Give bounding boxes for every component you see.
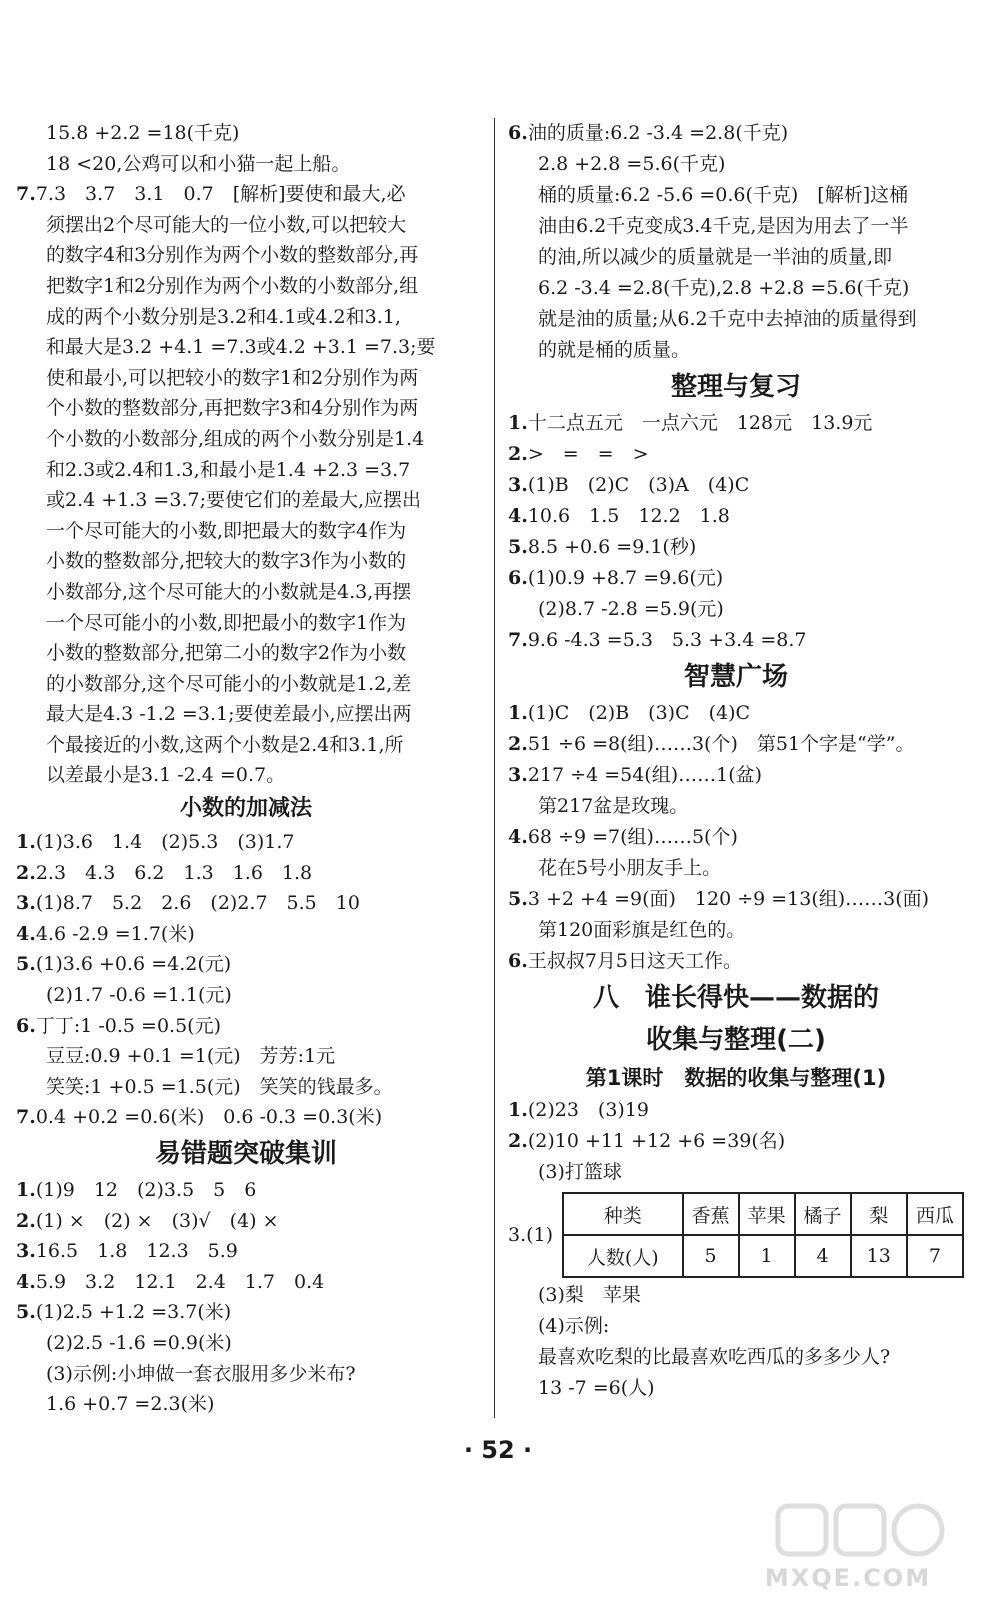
answer-text: (1)B (2)C (3)A (4)C bbox=[527, 474, 750, 496]
answer-line bbox=[16, 827, 476, 858]
answer-text: 王叔叔7月5日这天工作。 bbox=[527, 950, 743, 972]
question-number: 6. bbox=[508, 122, 528, 144]
answer-text: (3)示例:小坤做一套衣服用多少米布? bbox=[46, 1362, 356, 1385]
watermark-logo bbox=[718, 1500, 978, 1596]
answer-text: 6.2 -3.4 =2.8(千克),2.8 +2.8 =5.6(千克) bbox=[538, 277, 910, 299]
question-number: 3. bbox=[508, 764, 528, 786]
question-number: 6. bbox=[16, 1014, 36, 1037]
answer-line: 成的两个小数分别是3.2和4.1或4.2和3.1, bbox=[46, 305, 401, 328]
answer-line bbox=[508, 1095, 964, 1126]
answer-text: 0.4 +0.2 =0.6(米) 0.6 -0.3 =0.3(米) bbox=[35, 1106, 383, 1129]
question-number: 2. bbox=[508, 1130, 528, 1152]
answer-line bbox=[508, 408, 964, 439]
answer-line: 15.8 +2.2 =18(千克) bbox=[46, 122, 240, 144]
answer-line bbox=[16, 1236, 476, 1267]
answer-text: 8.5 +0.6 =9.1(秒) bbox=[527, 536, 697, 558]
answer-text: 51 ÷6 =8(组)……3(个) 第51个字是“学”。 bbox=[527, 733, 915, 755]
question-number: 3. bbox=[508, 474, 528, 496]
answer-text: 68 ÷9 =7(组)……5(个) bbox=[527, 826, 738, 848]
table-cell: 橘子 bbox=[795, 1193, 851, 1235]
answer-text: (1)3.6 +0.6 =4.2(元) bbox=[35, 953, 232, 976]
question-number: 1. bbox=[508, 412, 528, 434]
table-cell: 4 bbox=[795, 1235, 851, 1277]
answer-line: 和2.3或2.4和1.3,和最小是1.4 +2.3 =3.7 bbox=[46, 458, 411, 481]
answer-line: 最大是4.3 -1.2 =3.1;要使差最小,应摆出两 bbox=[46, 703, 412, 726]
question-number: 1. bbox=[508, 702, 528, 724]
section-title-decimal-add-sub: 小数的加减法 bbox=[179, 796, 312, 822]
answer-text: > = = > bbox=[527, 443, 649, 465]
answer-line: 使和最小,可以把较小的数字1和2分别作为两 bbox=[46, 366, 419, 389]
answer-text: 4.6 -2.9 =1.7(米) bbox=[35, 922, 195, 945]
answer-text: (1) × (2) × (3)√ (4) × bbox=[35, 1209, 279, 1232]
question-number: 1. bbox=[16, 831, 36, 854]
question-number: 1. bbox=[16, 1179, 36, 1201]
answer-line bbox=[16, 858, 476, 889]
answer-line: 个小数的小数部分,组成的两个小数分别是1.4 bbox=[46, 427, 425, 450]
watermark-text: MXQE.COM bbox=[764, 1564, 932, 1592]
answer-line bbox=[508, 884, 964, 915]
answer-line bbox=[508, 118, 964, 149]
answer-text: 13 -7 =6(人) bbox=[538, 1377, 655, 1399]
question-number: 2. bbox=[16, 861, 36, 884]
answer-line bbox=[508, 211, 964, 242]
table-cell: 1 bbox=[739, 1235, 795, 1277]
answer-line bbox=[508, 760, 964, 791]
answer-text: (2)1.7 -0.6 =1.1(元) bbox=[46, 984, 232, 1007]
answer-line bbox=[508, 1280, 964, 1311]
answer-line bbox=[16, 1011, 476, 1042]
answer-line bbox=[508, 1126, 964, 1157]
answer-line: 须摆出2个尽可能大的一位小数,可以把较大 bbox=[46, 213, 407, 236]
question-number: 7. bbox=[16, 183, 36, 206]
question-number: 5. bbox=[508, 536, 528, 558]
question-number: 2. bbox=[508, 443, 528, 465]
section-title-error-drill: 易错题突破集训 bbox=[154, 1139, 337, 1169]
answer-line bbox=[508, 335, 964, 366]
answer-line: 的小数部分,这个尽可能小的小数就是1.2,差 bbox=[46, 672, 412, 695]
answer-text: (2)8.7 -2.8 =5.9(元) bbox=[538, 598, 724, 620]
answer-line bbox=[508, 439, 964, 470]
answer-line bbox=[16, 1267, 476, 1298]
left-column bbox=[16, 118, 476, 1420]
answer-line bbox=[508, 946, 964, 977]
question-number: 3. bbox=[16, 1240, 36, 1263]
answer-line: 的数字4和3分别作为两个小数的整数部分,再 bbox=[46, 244, 419, 267]
answer-line bbox=[16, 1206, 476, 1237]
answer-text: 3 +2 +4 =9(面) 120 ÷9 =13(组)……3(面) bbox=[527, 888, 930, 910]
question-number: 6. bbox=[508, 950, 528, 972]
table-cell: 5 bbox=[683, 1235, 739, 1277]
answer-line: 个小数的整数部分,再把数字3和4分别作为两 bbox=[46, 397, 419, 420]
table-cell: 西瓜 bbox=[907, 1193, 963, 1235]
question-3-table-row bbox=[508, 1192, 964, 1278]
question-number: 2. bbox=[508, 733, 528, 755]
answer-line bbox=[16, 1389, 476, 1420]
table-header-row bbox=[563, 1193, 963, 1235]
right-column bbox=[508, 118, 964, 1404]
question-number: 7. bbox=[508, 629, 528, 651]
answer-text: 1.6 +0.7 =2.3(米) bbox=[46, 1393, 215, 1416]
question-number: 4. bbox=[508, 826, 528, 848]
answer-line bbox=[16, 1041, 476, 1072]
question-3-label: 3.(1) bbox=[508, 1224, 554, 1246]
answer-line bbox=[16, 949, 476, 980]
answer-line bbox=[508, 625, 964, 656]
table-cell: 种类 bbox=[563, 1193, 683, 1235]
table-cell: 7 bbox=[907, 1235, 963, 1277]
question-number: 4. bbox=[16, 1270, 36, 1293]
table-row bbox=[563, 1235, 963, 1277]
section-title-review: 整理与复习 bbox=[670, 372, 801, 402]
answer-line bbox=[508, 242, 964, 273]
answer-text: (1)9 12 (2)3.5 5 6 bbox=[35, 1179, 257, 1201]
answer-text: 油由6.2千克变成3.4千克,是因为用去了一半 bbox=[538, 215, 909, 237]
answer-text: 217 ÷4 =54(组)……1(盆) bbox=[527, 764, 763, 786]
answer-text: 丁丁:1 -0.5 =0.5(元) bbox=[35, 1014, 222, 1037]
answer-line bbox=[508, 594, 964, 625]
answer-line: 把数字1和2分别作为两个小数的小数部分,组 bbox=[46, 274, 419, 297]
answer-line bbox=[508, 563, 964, 594]
answer-text: 笑笑:1 +0.5 =1.5(元) 笑笑的钱最多。 bbox=[46, 1075, 393, 1098]
question-number: 4. bbox=[16, 922, 36, 945]
answer-text: 2.8 +2.8 =5.6(千克) bbox=[538, 153, 726, 175]
answer-line: 18 <20,公鸡可以和小猫一起上船。 bbox=[46, 152, 351, 175]
answer-text: (2)10 +11 +12 +6 =39(名) bbox=[527, 1130, 786, 1152]
answer-line bbox=[16, 1072, 476, 1103]
answer-text: 花在5号小朋友手上。 bbox=[538, 857, 722, 879]
answer-line bbox=[16, 179, 476, 210]
answer-line: 小数的整数部分,把较大的数字3作为小数的 bbox=[46, 550, 407, 573]
answer-text: 油的质量:6.2 -3.4 =2.8(千克) bbox=[527, 122, 789, 144]
answer-text: (1)0.9 +8.7 =9.6(元) bbox=[527, 567, 724, 589]
answer-text: (1)C (2)B (3)C (4)C bbox=[527, 702, 751, 724]
answer-line bbox=[508, 273, 964, 304]
answer-line bbox=[16, 1175, 476, 1206]
section-title-wisdom-square: 智慧广场 bbox=[683, 662, 788, 692]
answer-line bbox=[508, 729, 964, 760]
answer-text: 5.9 3.2 12.1 2.4 1.7 0.4 bbox=[35, 1270, 325, 1293]
answer-line: 小数部分,这个尽可能大的小数就是4.3,再摆 bbox=[46, 580, 412, 603]
answer-text: 豆豆:0.9 +0.1 =1(元) 芳芳:1元 bbox=[46, 1045, 336, 1068]
lesson-title: 第1课时 数据的收集与整理(1) bbox=[585, 1066, 887, 1090]
answer-line bbox=[16, 919, 476, 950]
unit-title-line-2: 收集与整理(二) bbox=[646, 1025, 826, 1055]
answer-line: 以差最小是3.1 -2.4 =0.7。 bbox=[46, 764, 286, 787]
answer-text: 就是油的质量;从6.2千克中去掉油的质量得到 bbox=[538, 308, 917, 330]
question-number: 5. bbox=[16, 1301, 36, 1324]
answer-text: 9.6 -4.3 =5.3 5.3 +3.4 =8.7 bbox=[527, 629, 807, 651]
answer-line bbox=[508, 180, 964, 211]
question-number: 3. bbox=[16, 892, 36, 915]
answer-line: 和最大是3.2 +4.1 =7.3或4.2 +3.1 =7.3;要 bbox=[46, 336, 436, 359]
fruit-survey-table bbox=[562, 1192, 964, 1278]
answer-text: 7.3 3.7 3.1 0.7 [解析]要使和最大,必 bbox=[35, 183, 406, 206]
table-cell: 苹果 bbox=[739, 1193, 795, 1235]
answer-line bbox=[508, 822, 964, 853]
question-number: 1. bbox=[508, 1099, 528, 1121]
answer-line bbox=[508, 915, 964, 946]
answer-line bbox=[508, 470, 964, 501]
answer-text: 16.5 1.8 12.3 5.9 bbox=[35, 1240, 238, 1263]
question-number: 5. bbox=[16, 953, 36, 976]
answer-line bbox=[508, 1373, 964, 1404]
answer-line bbox=[508, 532, 964, 563]
unit-title-line-1: 八 谁长得快——数据的 bbox=[592, 983, 879, 1013]
answer-line bbox=[16, 1359, 476, 1390]
question-number: 5. bbox=[508, 888, 528, 910]
answer-text: (1)2.5 +1.2 =3.7(米) bbox=[35, 1301, 232, 1324]
answer-text: 最喜欢吃梨的比最喜欢吃西瓜的多多少人? bbox=[538, 1346, 891, 1368]
column-divider bbox=[494, 118, 495, 1418]
table-cell: 梨 bbox=[851, 1193, 907, 1235]
table-cell: 13 bbox=[851, 1235, 907, 1277]
answer-text: (1)8.7 5.2 2.6 (2)2.7 5.5 10 bbox=[35, 892, 360, 915]
answer-text: 桶的质量:6.2 -5.6 =0.6(千克) [解析]这桶 bbox=[538, 184, 909, 206]
answer-text: 第217盆是玫瑰。 bbox=[538, 795, 689, 817]
answer-text: 第120面彩旗是红色的。 bbox=[538, 919, 746, 941]
answer-text: (2)2.5 -1.6 =0.9(米) bbox=[46, 1331, 232, 1354]
answer-line bbox=[508, 698, 964, 729]
answer-text: 十二点五元 一点六元 128元 13.9元 bbox=[527, 412, 873, 434]
answer-line bbox=[16, 1102, 476, 1133]
answer-line bbox=[508, 501, 964, 532]
answer-line: 一个尽可能大的小数,即把最大的数字4作为 bbox=[46, 519, 407, 542]
answer-line bbox=[508, 853, 964, 884]
answer-line bbox=[16, 888, 476, 919]
table-cell: 人数(人) bbox=[563, 1235, 683, 1277]
answer-line bbox=[508, 1342, 964, 1373]
answer-text: 的油,所以减少的质量就是一半油的质量,即 bbox=[538, 246, 893, 268]
answer-line bbox=[508, 791, 964, 822]
answer-line bbox=[16, 1297, 476, 1328]
answer-text: (3)梨 苹果 bbox=[538, 1284, 641, 1306]
answer-line bbox=[508, 1157, 964, 1188]
answer-line: 一个尽可能小的小数,即把最小的数字1作为 bbox=[46, 611, 407, 634]
answer-line bbox=[508, 1311, 964, 1342]
question-number: 6. bbox=[508, 567, 528, 589]
answer-text: (2)23 (3)19 bbox=[527, 1099, 650, 1121]
answer-line: 或2.4 +1.3 =3.7;要使它们的差最大,应摆出 bbox=[46, 489, 422, 512]
answer-text: 10.6 1.5 12.2 1.8 bbox=[527, 505, 730, 527]
question-number: 2. bbox=[16, 1209, 36, 1232]
question-number: 7. bbox=[16, 1106, 36, 1129]
answer-line bbox=[16, 980, 476, 1011]
answer-text: (4)示例: bbox=[538, 1315, 610, 1337]
question-number: 4. bbox=[508, 505, 528, 527]
answer-text: (3)打篮球 bbox=[538, 1161, 622, 1183]
table-cell: 香蕉 bbox=[683, 1193, 739, 1235]
answer-line bbox=[508, 304, 964, 335]
answer-line bbox=[16, 1328, 476, 1359]
answer-text: (1)3.6 1.4 (2)5.3 (3)1.7 bbox=[35, 831, 295, 854]
answer-text: 2.3 4.3 6.2 1.3 1.6 1.8 bbox=[35, 861, 313, 884]
answer-text: 的就是桶的质量。 bbox=[538, 339, 691, 361]
answer-line bbox=[508, 149, 964, 180]
page-number: · 52 · bbox=[463, 1436, 533, 1464]
answer-line: 小数的整数部分,把第二小的数字2作为小数 bbox=[46, 642, 407, 665]
answer-line: 个最接近的小数,这两个小数是2.4和3.1,所 bbox=[46, 733, 404, 756]
